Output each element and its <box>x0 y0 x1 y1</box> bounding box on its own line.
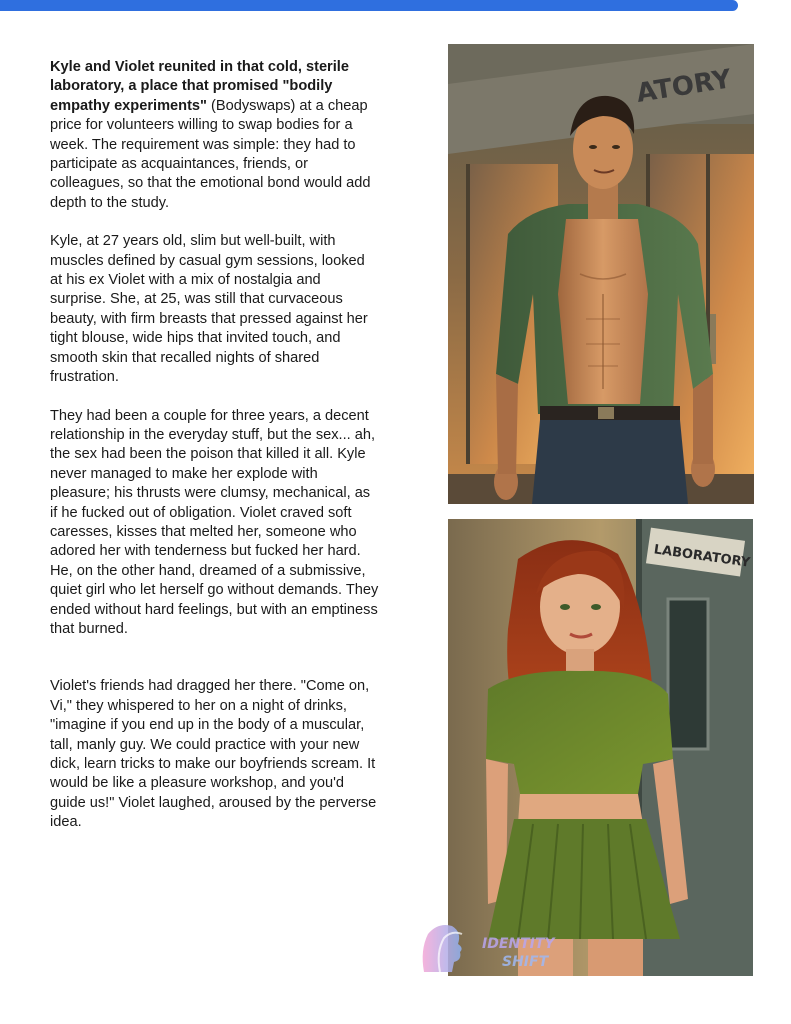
illustration-violet <box>448 519 753 976</box>
top-accent-bar <box>0 0 738 11</box>
logo-text-line1: IDENTITY <box>482 936 555 952</box>
paragraph-3: They had been a couple for three years, a decent relationship in the everyday stuff, but the sex... ah, the sex had been the poison that killed it all. Kyle never managed to make her explode with pleasure; his thrusts were clumsy, mechanical, as if he fucked out of obligation. Violet craved soft caresses, kisses that melted her, someone who adored her with tenderness but fucked her hard. He, on the other hand, dreamed of a submissive, quiet girl who let herself go without demands. They ended without hard feelings, but with an emptiness that burned. <box>50 407 379 637</box>
illustration-kyle <box>448 44 754 504</box>
story-text-column <box>50 58 380 833</box>
paragraph-1 <box>50 58 380 213</box>
illustration-kyle-art <box>448 44 754 504</box>
paragraph-1-bold: Kyle and Violet reunited in that cold, sterile laboratory, a place that promised "bodily empathy experiments" <box>50 59 349 114</box>
illustration-violet-art <box>448 519 753 976</box>
logo-text-line2: SHIFT <box>502 954 549 970</box>
logo-art <box>418 920 578 978</box>
paragraph-1-rest: (Bodyswaps) at a cheap price for volunteers willing to swap bodies for a week. The requirement was simple: they had to participate as acquaintances, friends, or colleagues, so that the emotional bond would add depth to the study. <box>50 97 371 211</box>
laboratory-sign-text-2: LABORATORY <box>652 542 752 571</box>
laboratory-sign-text-1: ATORY <box>634 64 734 109</box>
paragraph-2: Kyle, at 27 years old, slim but well-built, with muscles defined by casual gym sessions, looked at his ex Violet with a mix of nostalgia and surprise. She, at 25, was still that curvaceous beauty, with firm breasts that pressed against her tight blouse, wide hips that invited touch, and smooth skin that recalled nights of shared frustration. <box>50 233 368 386</box>
identity-shift-logo <box>418 920 578 978</box>
paragraph-4: Violet's friends had dragged her there. "Come on, Vi," they whispered to her on a night of drinks, "imagine if you end up in the body of a muscular, tall, manly guy. We could practice with your new dick, learn tricks to make our boyfriends scream. It would be like a pleasure workshop, and you'd guide us!" Violet laughed, aroused by the perverse idea. <box>50 678 377 831</box>
